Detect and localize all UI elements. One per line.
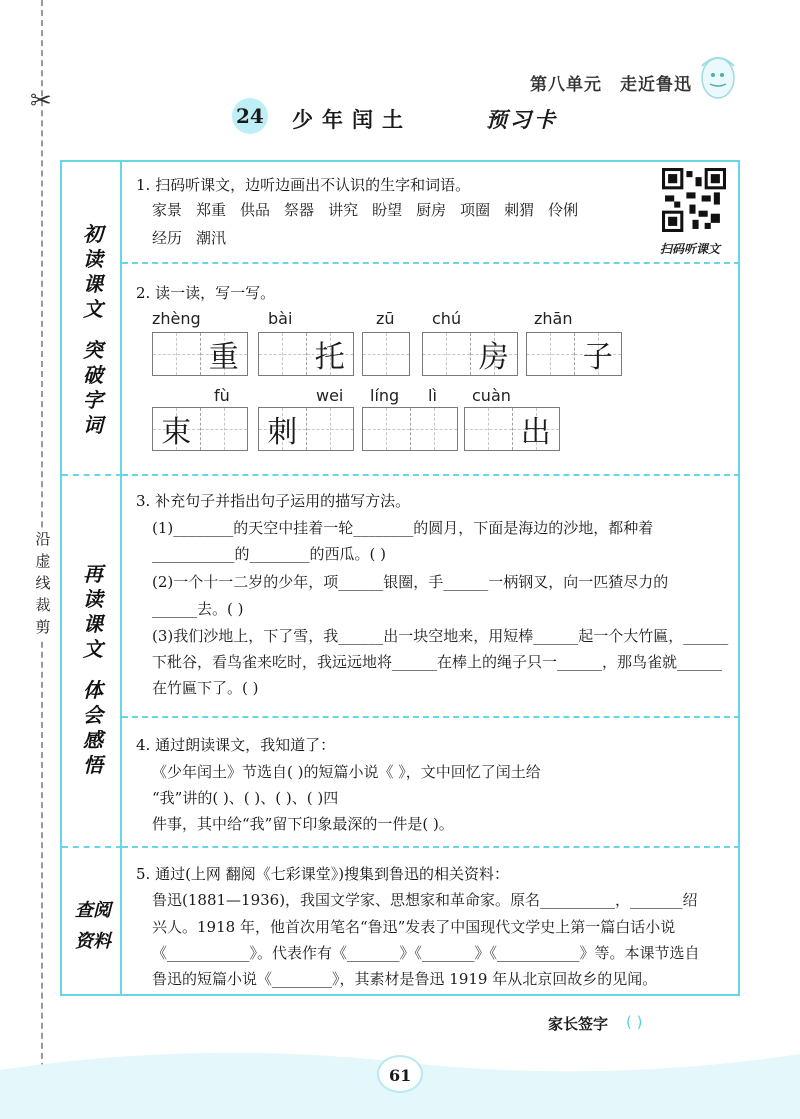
q3-line[interactable]: (2)一个十一二岁的少年，项______银圈，手______一柄钢叉，向一匹猹尽力的 bbox=[152, 573, 669, 591]
pinyin: zū bbox=[376, 309, 395, 328]
scissors-icon: ✂ bbox=[30, 86, 52, 116]
q3-line[interactable]: (3)我们沙地上，下了雪，我______出一块空地来，用短棒______起一个大竹匾，______ bbox=[152, 627, 729, 645]
q2-title: 2. 读一读，写一写。 bbox=[136, 284, 276, 302]
q4-line[interactable]: 件事，其中给“我”留下印象最深的一件是( )。 bbox=[152, 815, 454, 833]
q3-line[interactable]: (1)________的天空中挂着一轮________的圆月，下面是海边的沙地，都种着 bbox=[152, 519, 654, 537]
q3-title: 3. 补充句子并指出句子运用的描写方法。 bbox=[136, 492, 411, 510]
writing-box[interactable]: 束 bbox=[152, 407, 248, 451]
writing-box[interactable]: 刺 bbox=[258, 407, 354, 451]
cut-label: 沿 虚 线 裁 剪 bbox=[32, 528, 54, 638]
q3-line[interactable]: 下秕谷，看鸟雀来吃时，我远远地将______在棒上的绳子只一______，那鸟雀就______ bbox=[152, 653, 723, 671]
section-divider bbox=[122, 474, 740, 476]
row-divider bbox=[122, 716, 740, 718]
writing-box[interactable]: 子 bbox=[526, 332, 622, 376]
q5-line[interactable]: 兴人。1918 年，他首次用笔名“鲁迅”发表了中国现代文学史上第一篇白话小说 bbox=[152, 918, 676, 936]
q5-line[interactable]: 《___________》。代表作有《_______》《_______》《___________》等。本课节选自 bbox=[152, 944, 700, 962]
writing-box[interactable] bbox=[362, 407, 458, 451]
writing-box[interactable]: 出 bbox=[464, 407, 560, 451]
q4-title: 4. 通过朗读课文，我知道了： bbox=[136, 736, 336, 754]
q5-line[interactable]: 鲁迅的短篇小说《________》，其素材是鲁迅 1919 年从北京回故乡的见闻。 bbox=[152, 970, 658, 988]
q1-word-list: 家景 郑重 供品 祭器 讲究 盼望 厨房 项圈 刺猬 伶俐 经历 潮汛 bbox=[152, 201, 579, 247]
pinyin: bài bbox=[268, 309, 293, 328]
pinyin: fù bbox=[214, 386, 230, 405]
q4-line[interactable]: 《少年闰土》节选自( )的短篇小说《 》，文中回忆了闰土给 bbox=[152, 763, 541, 781]
pinyin: líng bbox=[370, 386, 400, 405]
section-divider bbox=[122, 846, 740, 848]
q4-line[interactable]: “我”讲的( )、( )、( )、( )四 bbox=[152, 789, 339, 807]
writing-box[interactable]: 托 bbox=[258, 332, 354, 376]
writing-box[interactable] bbox=[362, 332, 410, 376]
pinyin: wei bbox=[316, 386, 344, 405]
lesson-title: 少年闰土 bbox=[292, 107, 412, 132]
qr-caption: 扫码听课文 bbox=[660, 242, 721, 256]
section-divider-left bbox=[62, 474, 122, 476]
q1-title: 1. 扫码听课文，边听边画出不认识的生字和词语。 bbox=[136, 176, 471, 194]
pinyin: zhèng bbox=[152, 309, 201, 328]
card-name: 预习卡 bbox=[486, 108, 558, 132]
q3-line[interactable]: 在竹匾下了。( ) bbox=[152, 679, 259, 697]
pinyin: lì bbox=[428, 386, 437, 405]
page-number: 61 bbox=[389, 1066, 412, 1085]
parent-signature-label: 家长签字 bbox=[548, 1015, 609, 1033]
writing-box[interactable]: 房 bbox=[422, 332, 518, 376]
section-label-first-read: 初 读 课 文 突 破 字 词 bbox=[83, 222, 103, 437]
q3-line[interactable]: ______去。( ) bbox=[152, 600, 244, 618]
q3-line[interactable]: ___________的________的西瓜。( ) bbox=[152, 545, 386, 563]
writing-box[interactable]: 重 bbox=[152, 332, 248, 376]
unit-header: 第八单元 走近鲁迅 bbox=[530, 75, 692, 95]
section-divider-left bbox=[62, 846, 122, 848]
pinyin: chú bbox=[432, 309, 462, 328]
pinyin: zhān bbox=[534, 309, 573, 328]
q5-title: 5. 通过(上网 翻阅《七彩课堂》)搜集到鲁迅的相关资料： bbox=[136, 865, 510, 883]
lu-xun-portrait-icon bbox=[688, 48, 744, 104]
section-label-research: 查阅 资料 bbox=[75, 900, 111, 952]
qr-code-icon[interactable] bbox=[662, 168, 726, 232]
parent-signature-field[interactable]: ( ) bbox=[626, 1013, 643, 1031]
section-label-second-read: 再 读 课 文 体 会 感 悟 bbox=[83, 562, 103, 777]
pinyin: cuàn bbox=[472, 386, 511, 405]
row-divider bbox=[122, 262, 740, 264]
q5-line[interactable]: 鲁迅(1881—1936)，我国文学家、思想家和革命家。原名__________，_______绍 bbox=[152, 891, 698, 909]
lesson-number: 24 bbox=[236, 104, 264, 128]
